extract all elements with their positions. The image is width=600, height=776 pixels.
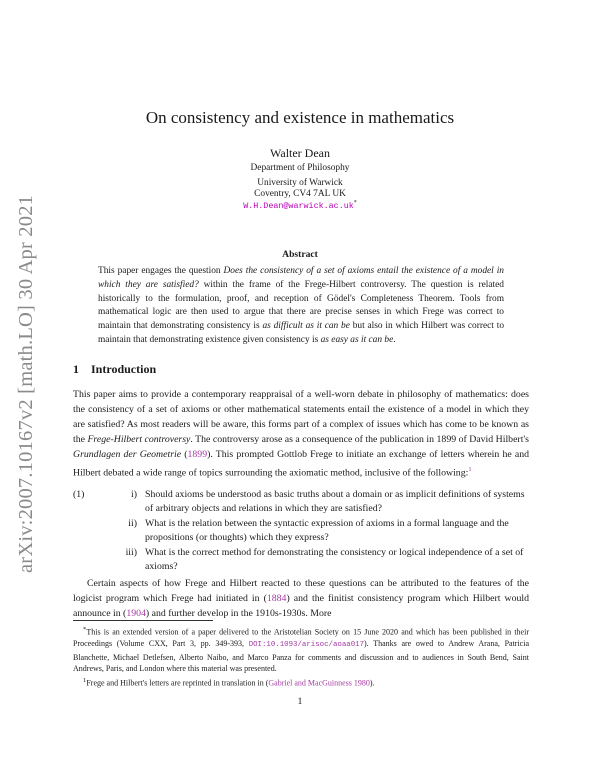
section-title: Introduction [91,362,157,376]
text-run: ) and further develop in the 1910s-1930s. More [145,608,332,619]
citation-link[interactable]: 1904 [126,608,146,619]
abstract-text [98,265,504,348]
item-number: iii) [125,547,137,558]
doi-link[interactable]: DOI:10.1093/arisoc/aoaa017 [248,641,365,650]
abstract-emphasis: as difficult as it can be [262,321,350,332]
department: Department of Philosophy [250,163,350,173]
arxiv-identifier: arXiv:2007.10167v2 [math.LO] 30 Apr 2021 [15,194,37,573]
email-link[interactable] [0,200,600,211]
footnote-text: Frege and Hilbert's letters are reprinted in translation in ( [86,678,269,688]
text-run: ( [181,449,188,460]
section-number: 1 [73,362,79,376]
footnote-text: ). [369,678,375,688]
section-heading [73,362,156,377]
paper-title: On consistency and existence in mathematics [145,108,455,127]
item-number: ii) [128,518,137,529]
footnote [73,624,529,675]
emphasis: Frege-Hilbert controversy [87,434,191,445]
item-text: Should axioms be understood as basic truths about a domain or as implicit definitions of systems of arbitrary objects and relations in which they are satisfied? [145,489,525,515]
footnote-link[interactable]: 1 [468,466,472,473]
footnote-text: This is an extended version of a paper delivered to the Aristotelian Society on 15 June 2020 and which has been published in their Proceedings (Volume CXX, Part 3, pp. 349-393, [73,627,529,649]
footnote-divider [73,620,213,621]
abstract-emphasis: as easy as it can be [320,334,394,345]
body-paragraph [73,576,529,621]
citation-link[interactable]: 1884 [266,593,287,604]
title-footnote-mark: * [353,200,357,206]
university: University of Warwick [257,178,343,188]
email-address[interactable]: W.H.Dean@warwick.ac.uk [243,200,354,211]
abstract-question: Does the consistency of a set of axioms entail the existence of a model in which they are satisfied? [98,266,504,290]
footnote-mark: * [83,626,87,633]
list-label: (1) [73,489,85,500]
citation-link[interactable]: Gabriel and MacGuinness 1980 [268,678,370,688]
book-title: Grundlagen der Geometrie [73,449,182,460]
footnotes [73,624,529,689]
text-run: ) and the finitist consistency program which Hilbert would announce in ( [73,593,529,619]
address: Coventry, CV4 7AL UK [254,189,346,199]
footnote-text: ). Thanks are owed to Andrew Arana, Patricia Blanchette, Michael Detlefsen, Alberto Naibo, and Marco Panza for comments and discussion and to audiences in South Bend, Saint Andrews, Paris, and London where this material was presented. [73,639,530,674]
abstract-heading: Abstract [282,249,318,260]
page-number: 1 [297,696,303,707]
text-run: ). This prompted Gottlob Frege to initiate an exchange of letters wherein he and Hilbert debated a wide range of topics surrounding the axiomatic method, inclusive of the following: [73,449,529,479]
footnote-mark: 1 [83,677,87,685]
abstract-part: within the frame of the Frege-Hilbert controversy. The question is related historically to the formulation, proof, and reception of Gödel's Completeness Theorem. Tools from mathematical logic are then used to argue that there are precise senses in which Frege was correct to maintain that demonstrating consistency is [98,279,504,332]
abstract-part: This paper engages the question [98,266,224,276]
item-text: What is the correct method for demonstrating the consistency or logical independence of a set of axioms? [145,547,524,573]
footnote [73,675,529,689]
item-number: i) [131,489,137,500]
text-run: This paper aims to provide a contemporary reappraisal of a well-worn debate in philosophy of mathematics: does the consistency of a set of axioms or other mathematical statements entail the existence of a model in which they are satisfied? As most readers will be aware, this forms part of a complex of issues which has come to be known as the [73,389,529,445]
text-run: . The controversy arose as a consequence of the publication in 1899 of David Hilbert's [190,434,529,445]
abstract-part: but also in which Hilbert was correct to maintain that demonstrating existence given consistency is [98,321,505,345]
item-text: What is the relation between the syntactic expression of axioms in a formal language and the propositions (or thoughts) which they express? [145,518,509,544]
intro-paragraph [73,387,529,480]
abstract-part: . [393,334,396,345]
citation-link[interactable]: 1899 [187,449,208,460]
author-name: Walter Dean [270,146,330,160]
text-run: Certain aspects of how Frege and Hilbert reacted to these questions can be attributed to the features of the logicist program which Frege had initiated in ( [73,578,529,604]
